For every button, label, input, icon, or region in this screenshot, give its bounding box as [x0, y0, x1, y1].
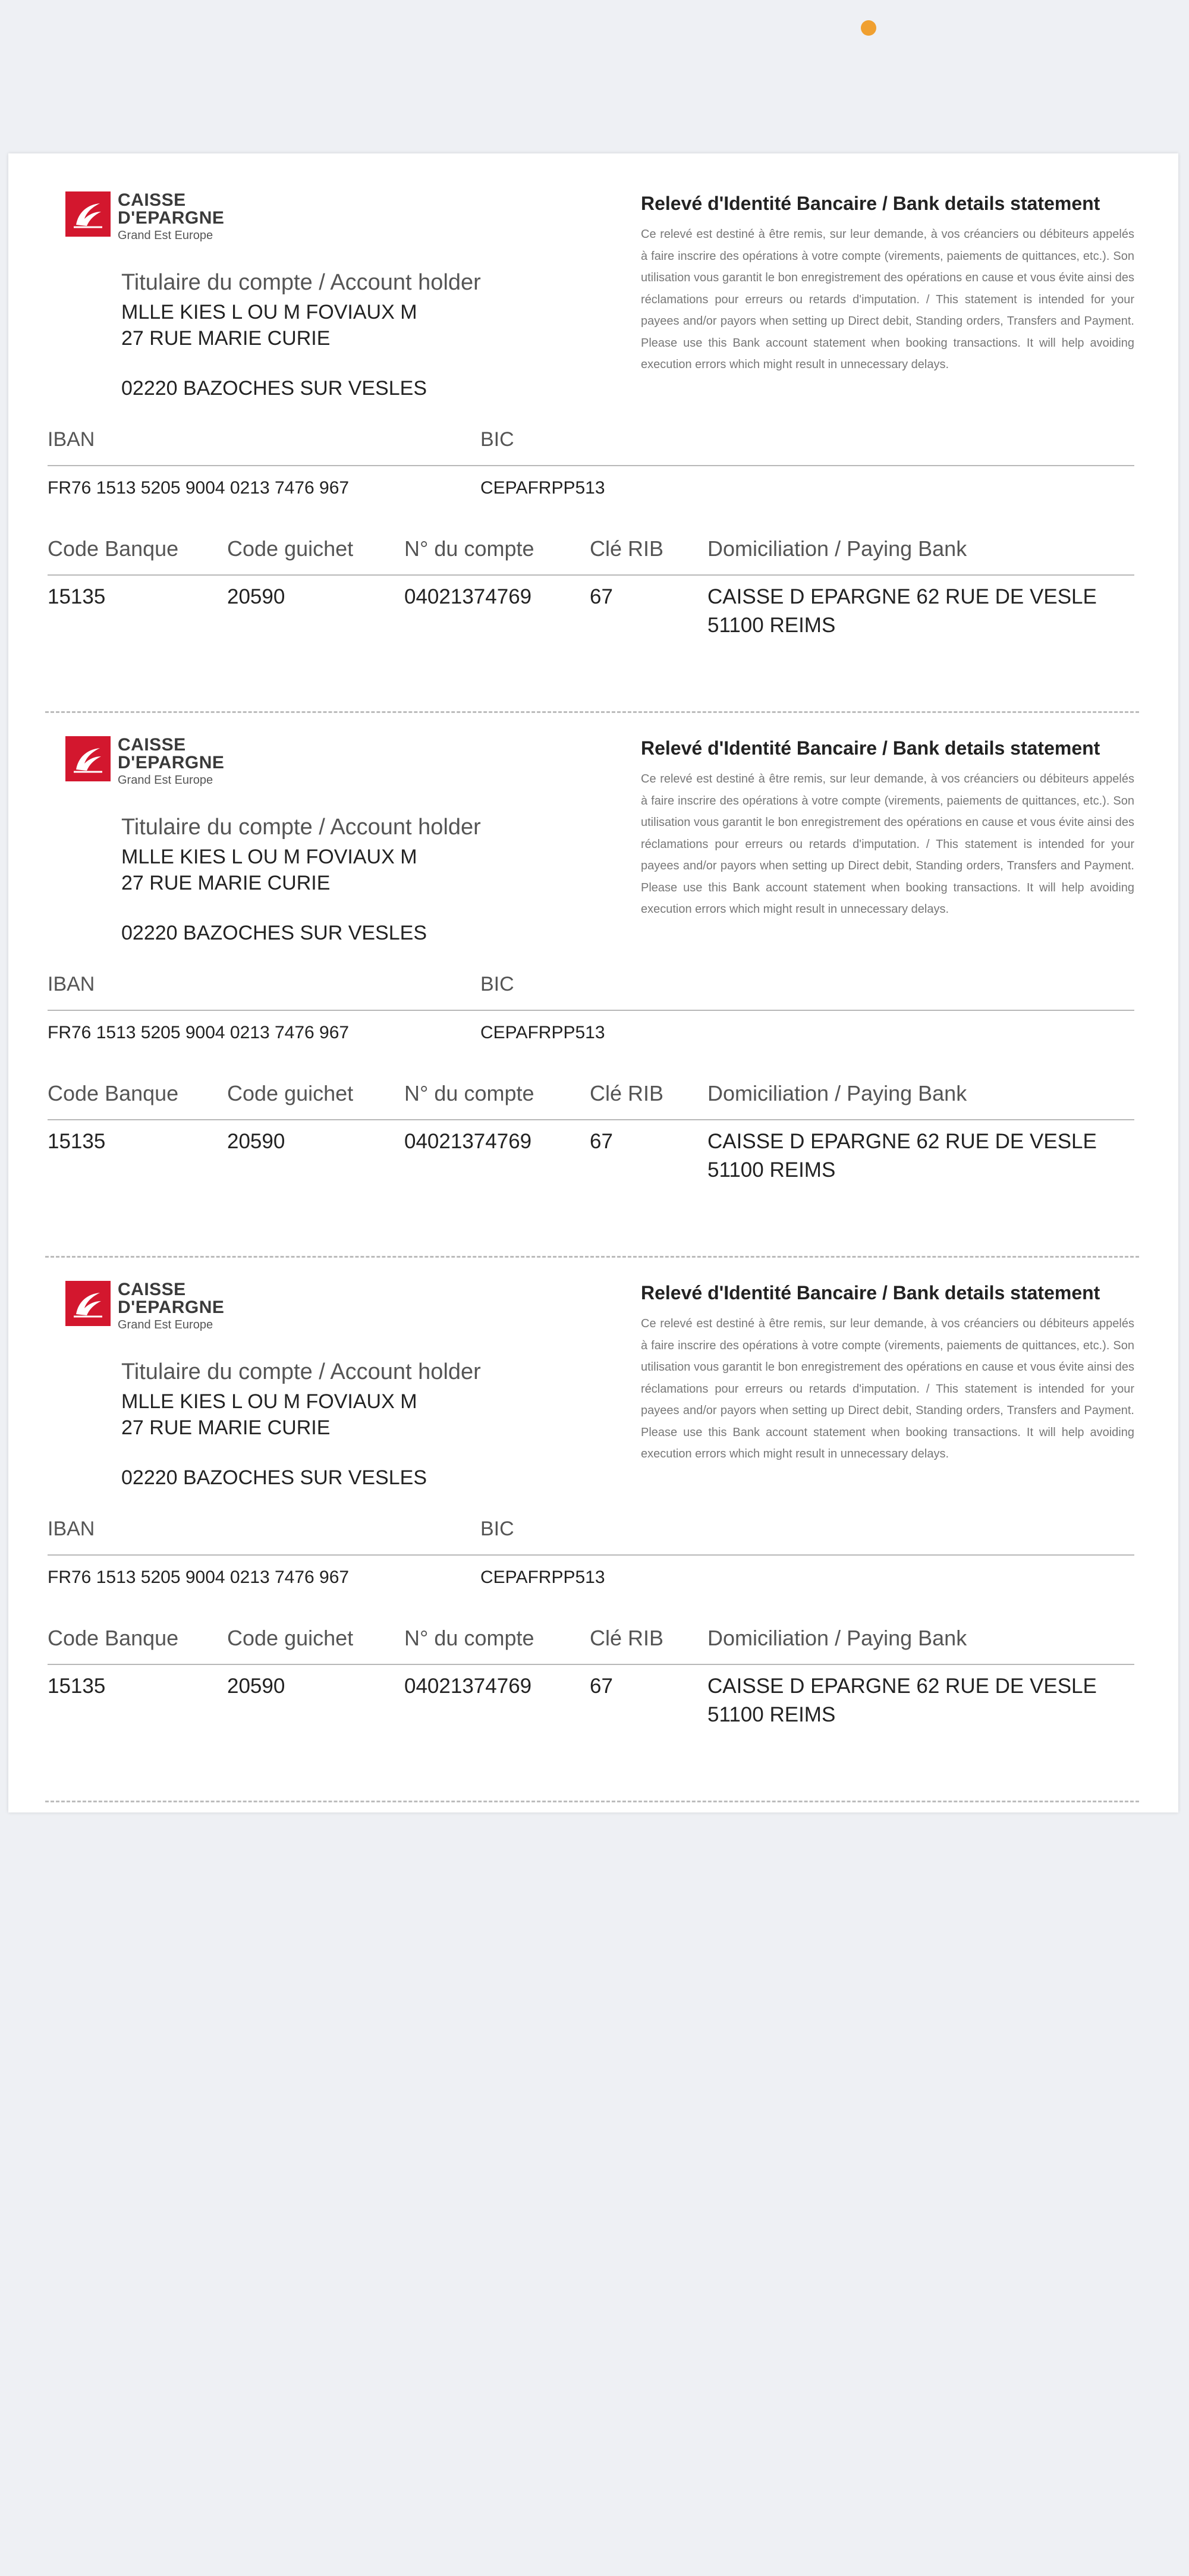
code-guichet-header: Code guichet [227, 1626, 354, 1650]
numero-compte-header: N° du compte [404, 1081, 534, 1105]
bic-label: BIC [480, 428, 514, 451]
code-banque-value: 15135 [48, 1675, 106, 1698]
code-banque-header: Code Banque [48, 536, 179, 561]
logo-line-2: D'EPARGNE [118, 1298, 225, 1317]
squirrel-logo-icon [65, 1281, 111, 1326]
address-line-1: 27 RUE MARIE CURIE [121, 872, 331, 894]
cle-rib-header: Clé RIB [590, 1081, 664, 1105]
domiciliation-line-2: 51100 REIMS [707, 614, 836, 637]
address-line-1: 27 RUE MARIE CURIE [121, 327, 331, 350]
caisse-epargne-logo [65, 1281, 224, 1331]
divider [48, 1010, 1134, 1011]
iban-label: IBAN [48, 428, 95, 451]
bic-value: CEPAFRPP513 [480, 478, 605, 498]
domiciliation-header: Domiciliation / Paying Bank [707, 1626, 967, 1650]
squirrel-logo-icon [65, 736, 111, 781]
numero-compte-value: 04021374769 [404, 1130, 532, 1153]
numero-compte-header: N° du compte [404, 1626, 534, 1650]
divider [48, 1664, 1134, 1665]
address-line-1: 27 RUE MARIE CURIE [121, 1416, 331, 1439]
domiciliation-line-2: 51100 REIMS [707, 1158, 836, 1182]
iban-label: IBAN [48, 1518, 95, 1540]
code-guichet-header: Code guichet [227, 536, 354, 561]
holder-label: Titulaire du compte / Account holder [121, 270, 481, 295]
caisse-epargne-logo [65, 191, 224, 241]
numero-compte-value: 04021374769 [404, 585, 532, 608]
holder-label: Titulaire du compte / Account holder [121, 1359, 481, 1384]
divider [48, 1554, 1134, 1556]
domiciliation-header: Domiciliation / Paying Bank [707, 1081, 967, 1105]
code-guichet-value: 20590 [227, 585, 285, 608]
logo-line-1: CAISSE [118, 190, 186, 210]
domiciliation-line-2: 51100 REIMS [707, 1703, 836, 1726]
divider [48, 465, 1134, 466]
code-banque-header: Code Banque [48, 1626, 179, 1650]
logo-line-2: D'EPARGNE [118, 208, 225, 228]
rib-statement [45, 1243, 1139, 1788]
code-guichet-header: Code guichet [227, 1081, 354, 1105]
numero-compte-value: 04021374769 [404, 1675, 532, 1698]
cle-rib-value: 67 [590, 1675, 613, 1698]
cle-rib-value: 67 [590, 1130, 613, 1153]
statement-description: Ce relevé est destiné à être remis, sur leur demande, à vos créanciers ou débiteurs appelés à faire inscrire des opérations à votre compte (virements, paiements de quittances, etc.). Son utilisation vous garantit le bon enregistrement des opérations en cause et vous évite ainsi des réclamations pour erreurs ou retards d'imputation. / This statement is intended for your payees and/or payors when setting up Direct debit, Standing orders, Transfers and Payment. Please use this Bank account statement when booking transactions. It will help avoiding execution errors which might result in unnecessary delays. [641, 1317, 1134, 1460]
code-banque-value: 15135 [48, 585, 106, 608]
caisse-epargne-logo [65, 736, 224, 786]
domiciliation-header: Domiciliation / Paying Bank [707, 536, 967, 561]
statement-description: Ce relevé est destiné à être remis, sur leur demande, à vos créanciers ou débiteurs appelés à faire inscrire des opérations à votre compte (virements, paiements de quittances, etc.). Son utilisation vous garantit le bon enregistrement des opérations en cause et vous évite ainsi des réclamations pour erreurs ou retards d'imputation. / This statement is intended for your payees and/or payors when setting up Direct debit, Standing orders, Transfers and Payment. Please use this Bank account statement when booking transactions. It will help avoiding execution errors which might result in unnecessary delays. [641, 228, 1134, 371]
document-page [8, 153, 1178, 1812]
cle-rib-header: Clé RIB [590, 536, 664, 561]
iban-value: FR76 1513 5205 9004 0213 7476 967 [48, 1023, 350, 1042]
logo-line-3: Grand Est Europe [118, 774, 213, 787]
holder-name: MLLE KIES L OU M FOVIAUX M [121, 301, 417, 323]
domiciliation-line-1: CAISSE D EPARGNE 62 RUE DE VESLE [707, 585, 1097, 608]
iban-label: IBAN [48, 973, 95, 995]
code-banque-header: Code Banque [48, 1081, 179, 1105]
numero-compte-header: N° du compte [404, 536, 534, 561]
bic-label: BIC [480, 973, 514, 995]
domiciliation-line-1: CAISSE D EPARGNE 62 RUE DE VESLE [707, 1675, 1097, 1698]
divider [48, 574, 1134, 576]
code-guichet-value: 20590 [227, 1130, 285, 1153]
logo-line-3: Grand Est Europe [118, 229, 213, 242]
statement-title: Relevé d'Identité Bancaire / Bank details statement [641, 737, 1100, 759]
holder-name: MLLE KIES L OU M FOVIAUX M [121, 1390, 417, 1413]
logo-line-1: CAISSE [118, 1280, 186, 1299]
domiciliation-line-1: CAISSE D EPARGNE 62 RUE DE VESLE [707, 1130, 1097, 1153]
holder-name: MLLE KIES L OU M FOVIAUX M [121, 846, 417, 868]
code-banque-value: 15135 [48, 1130, 106, 1153]
bic-value: CEPAFRPP513 [480, 1023, 605, 1042]
bic-label: BIC [480, 1518, 514, 1540]
squirrel-logo-icon [65, 191, 111, 237]
cut-line-divider [45, 1801, 1139, 1802]
address-line-2: 02220 BAZOCHES SUR VESLES [121, 1466, 427, 1489]
rib-statement [45, 153, 1139, 698]
statement-title: Relevé d'Identité Bancaire / Bank details statement [641, 1282, 1100, 1303]
iban-value: FR76 1513 5205 9004 0213 7476 967 [48, 1567, 350, 1587]
logo-line-2: D'EPARGNE [118, 753, 225, 772]
bic-value: CEPAFRPP513 [480, 1567, 605, 1587]
cle-rib-value: 67 [590, 585, 613, 608]
holder-label: Titulaire du compte / Account holder [121, 815, 481, 840]
address-line-2: 02220 BAZOCHES SUR VESLES [121, 922, 427, 944]
cle-rib-header: Clé RIB [590, 1626, 664, 1650]
statement-description: Ce relevé est destiné à être remis, sur leur demande, à vos créanciers ou débiteurs appelés à faire inscrire des opérations à votre compte (virements, paiements de quittances, etc.). Son utilisation vous garantit le bon enregistrement des opérations en cause et vous évite ainsi des réclamations pour erreurs ou retards d'imputation. / This statement is intended for your payees and/or payors when setting up Direct debit, Standing orders, Transfers and Payment. Please use this Bank account statement when booking transactions. It will help avoiding execution errors which might result in unnecessary delays. [641, 772, 1134, 916]
rib-statement [45, 698, 1139, 1243]
address-line-2: 02220 BAZOCHES SUR VESLES [121, 377, 427, 400]
code-guichet-value: 20590 [227, 1675, 285, 1698]
statement-title: Relevé d'Identité Bancaire / Bank details statement [641, 193, 1100, 214]
divider [48, 1119, 1134, 1120]
iban-value: FR76 1513 5205 9004 0213 7476 967 [48, 478, 350, 498]
status-indicator-dot [861, 20, 876, 36]
logo-line-1: CAISSE [118, 735, 186, 755]
logo-line-3: Grand Est Europe [118, 1318, 213, 1331]
